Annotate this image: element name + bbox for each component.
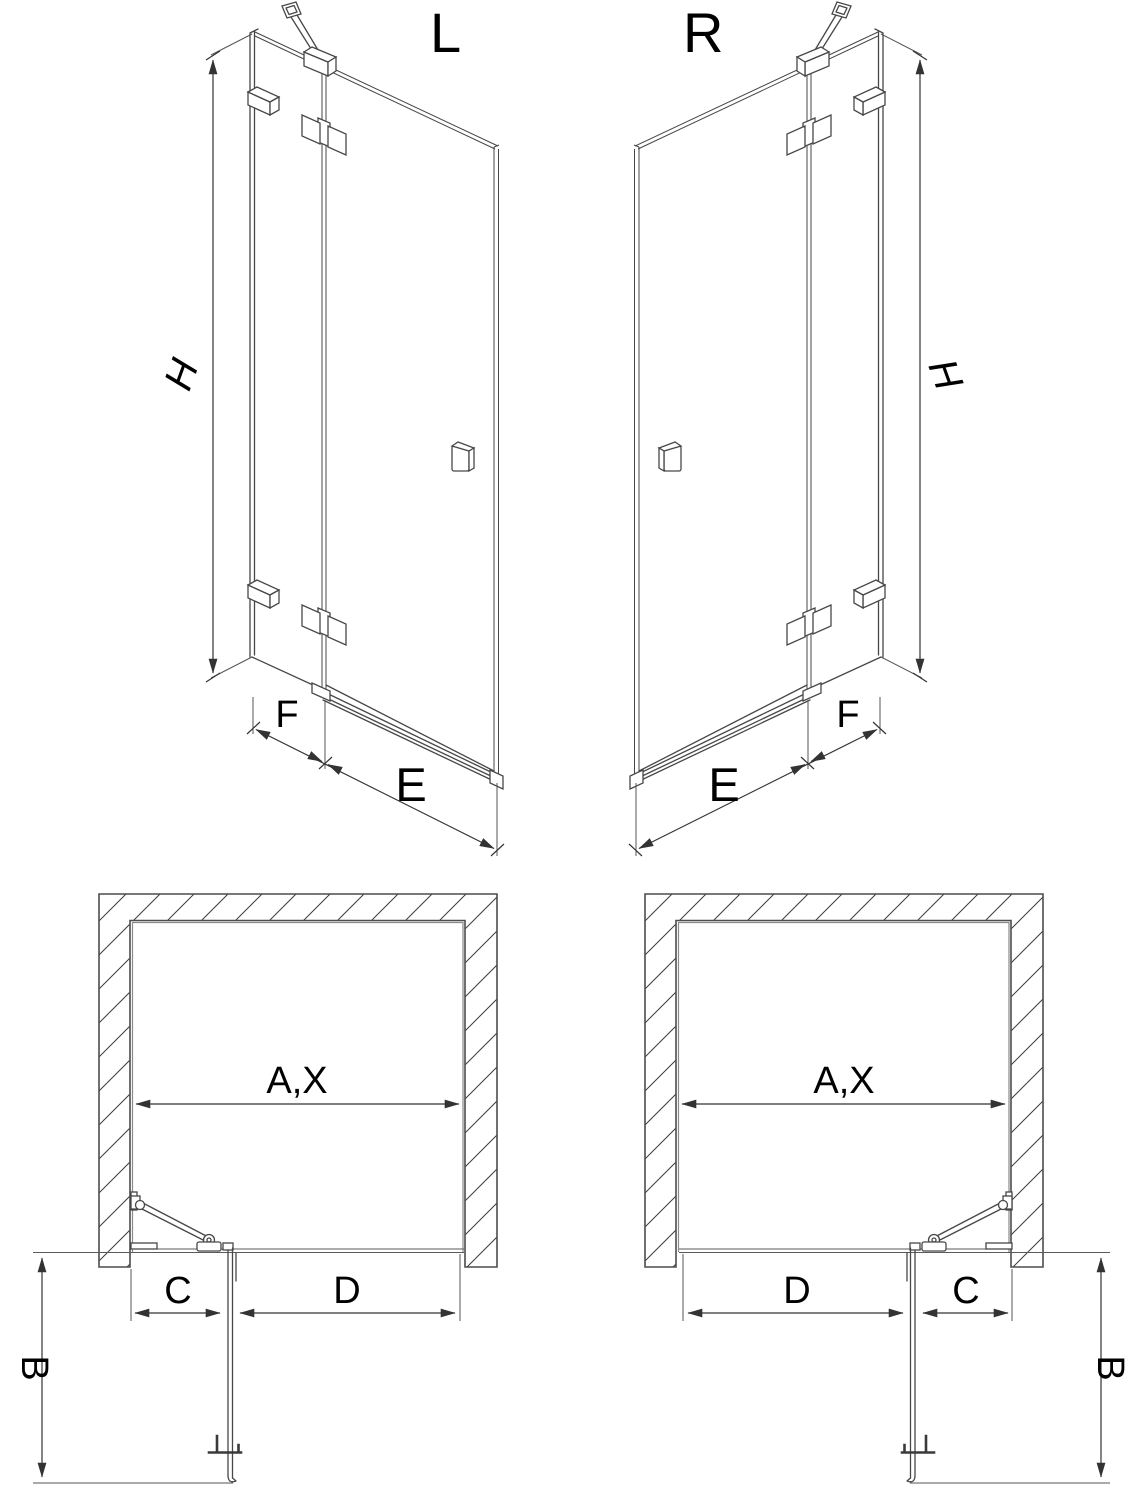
variant-label-left: L: [430, 1, 462, 64]
opening-width-label-right: A,X: [813, 1060, 875, 1102]
fixed-panel-label-right: C: [952, 1270, 980, 1312]
door-width-label-right: E: [708, 758, 740, 811]
height-label-right: H: [919, 353, 971, 396]
opening-width-label-left: A,X: [266, 1060, 328, 1102]
door-width-label-left: E: [395, 758, 427, 811]
fixed-width-label-right: F: [836, 694, 860, 736]
fixed-width-label-left: F: [275, 694, 299, 736]
perspective-view-left: [156, 1, 504, 856]
depth-label-right: B: [1089, 1355, 1131, 1381]
plan-view-right: [645, 894, 1131, 1483]
door-width-plan-label-right: D: [783, 1270, 811, 1312]
height-label-left: H: [156, 353, 208, 396]
door-width-plan-label-left: D: [333, 1270, 361, 1312]
depth-label-left: B: [13, 1355, 55, 1381]
variant-label-right: R: [683, 1, 724, 64]
plan-view-left: [13, 894, 497, 1483]
fixed-panel-label-left: C: [164, 1270, 192, 1312]
perspective-view-right: [629, 1, 971, 856]
